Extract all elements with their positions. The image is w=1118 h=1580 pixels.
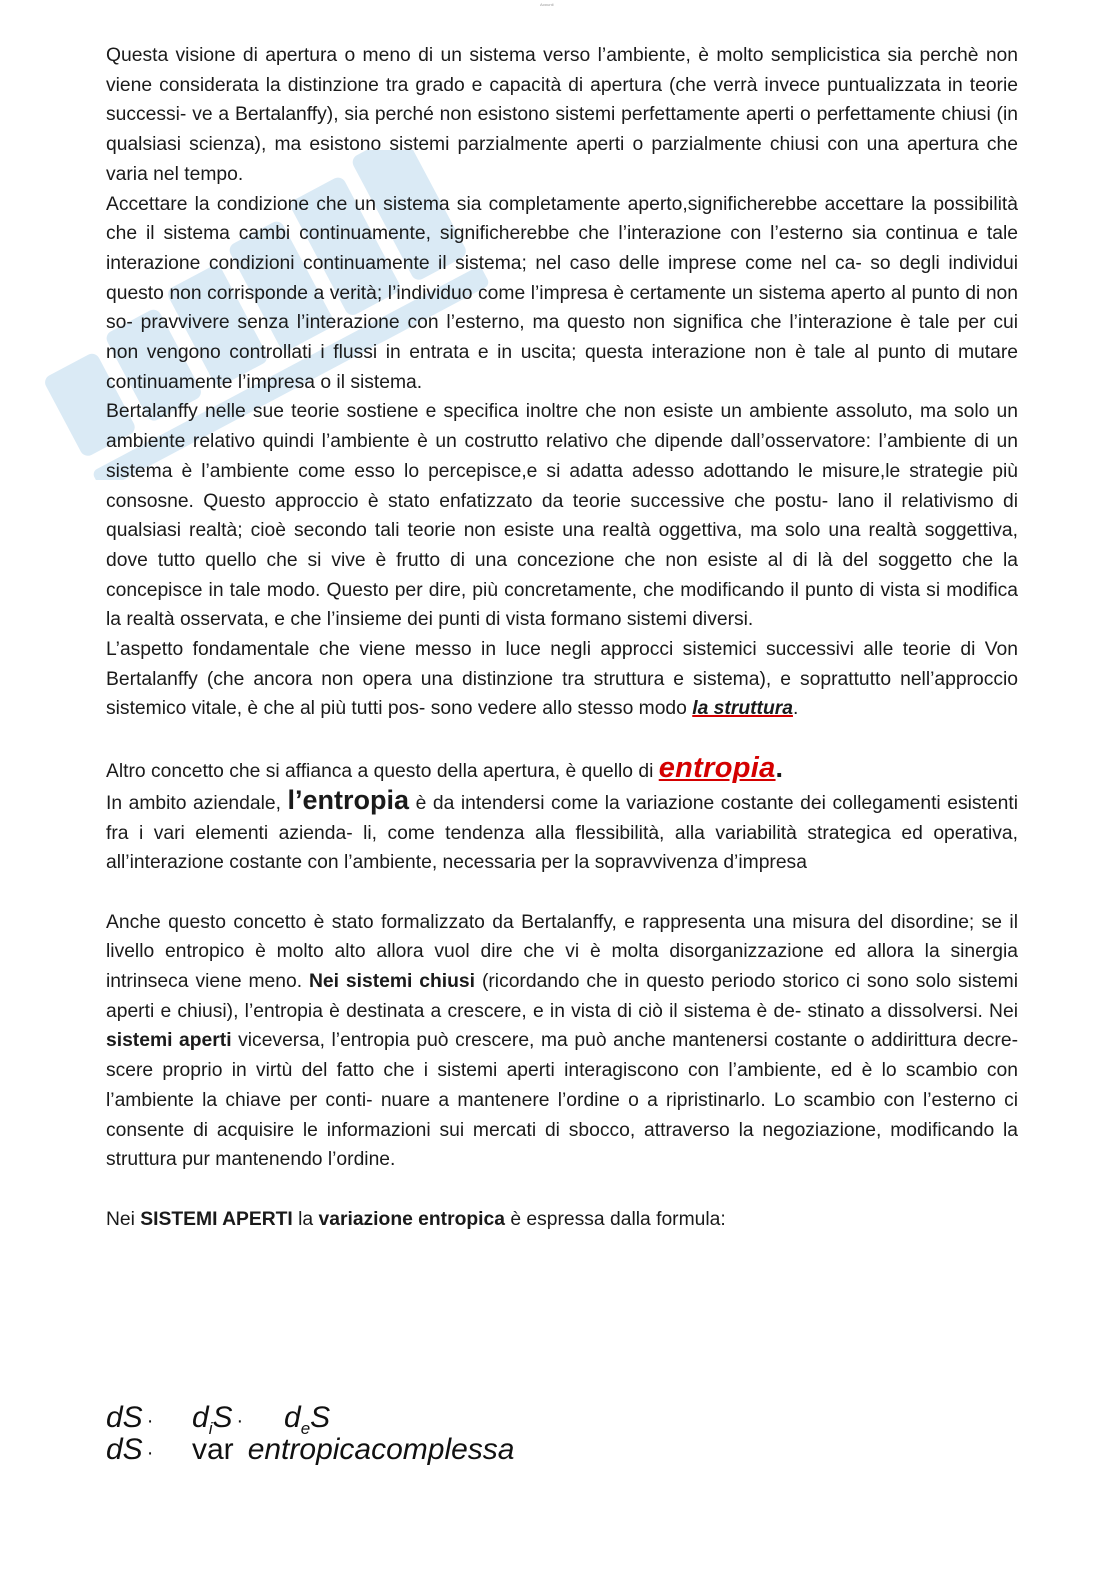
paragraph-7 <box>106 908 1018 1175</box>
formula-line2-lhs: dS <box>106 1433 143 1466</box>
paragraph-4-text: L’aspetto fondamentale che viene messo in luce negli approcci sistemici successivi alle teorie di Von Bertalanffy (che ancora non opera una distinzione tra struttura e sistema), e soprattutto nell’approccio sistemico vitale, è che al più tutti pos- sono vedere allo stesso modo <box>106 639 1018 720</box>
sistemi-aperti-bold: sistemi aperti <box>106 1030 232 1052</box>
variazione-entropica-bold: variazione entropica <box>318 1208 505 1230</box>
formula-line-1 <box>106 1401 515 1438</box>
paragraph-6-start: In ambito aziendale, <box>106 792 288 814</box>
formula-term1-sub: i <box>208 1419 213 1438</box>
formula-line-2 <box>106 1434 515 1466</box>
paragraph-8 <box>106 1205 1018 1235</box>
formula-term2-sub: e <box>300 1419 311 1438</box>
entropia-heading: entropia <box>658 751 776 784</box>
paragraph-6-text: è da intendersi come la variazione costante dei collegamenti esistenti fra i vari elementi azienda- li, come tendenza alla flessibilità, alla variabilità strategica ed operativa, all’interazione costante con l’ambiente, necessaria per la sopravvivenza d’impresa <box>106 792 1019 874</box>
formula-term2-d: d <box>284 1401 301 1434</box>
spacer <box>106 724 1018 754</box>
formula-line1-lhs: dS <box>106 1401 143 1434</box>
paragraph-4-end: . <box>792 698 799 720</box>
paragraph-5-text: Altro concetto che si affianca a questo della apertura, è quello di <box>106 760 659 782</box>
paragraph-3: Bertalanffy nelle sue teorie sostiene e specifica inoltre che non esiste un ambiente assoluto, ma solo un ambiente relativo quindi l’ambiente è un costrutto relativo che dipende dall’osservatore: l’ambiente di un sistema è l’ambiente come esso lo percepisce,e si adatta adesso adottando le misure,le strategie più consosne. Questo approccio è stato enfatizzato da teorie successive che postu- lano il relativismo di qualsiasi realtà; cioè secondo tali teorie non esiste una realtà oggettiva, ma solo una realtà soggettiva, dove tutto quello che si vive è frutto di una concezione che non esiste al di là del soggetto che la concepisce in tale modo. Questo per dire, più concretamente, che modificando il punto di vista si modifica la realtà osservata, e che l’insieme dei punti di vista formano sistemi diversi. <box>106 401 1018 631</box>
formula-operator: · <box>146 1442 154 1464</box>
paragraph-7-a: Anche questo concetto è stato formalizzato da Bertalanffy, e rappresenta una misura del disordine; se il livello entropico è molto alto allora vuol dire che vi è molta disorganizzazione ed allora la sinergia intrinseca viene meno. <box>106 911 1018 993</box>
paragraph-8-d: è espressa dalla formula: <box>504 1208 726 1230</box>
formula-term1-d: d <box>192 1401 209 1434</box>
formula-operator: · <box>236 1410 244 1432</box>
header-mark: Appunti <box>540 2 554 6</box>
paragraph-8-a: Nei <box>106 1208 141 1230</box>
nei-sistemi-chiusi-bold: Nei sistemi chiusi <box>308 971 476 993</box>
document-body <box>106 41 1018 1234</box>
entropy-formula <box>106 1402 515 1466</box>
paragraph-2: Accettare la condizione che un sistema sia completamente aperto,significherebbe accettare la possibilità che il sistema cambi continuamente, significherebbe che l’interazione con l’esterno sia continua e tale interazione condizioni continuamente il sistema; nel caso delle imprese come nel ca- so degli individui questo non corrisponde a verità; l’individuo come l’impresa è certamente un sistema aperto al punto di non so- pravvivere senza l’interazione con l’esterno, ma questo non significa che l’interazione è tale per cui non vengono controllati i flussi in entrata e in uscita; questa interazione non è tale al punto di mutare continuamente l’impresa o il sistema. <box>106 193 1018 393</box>
formula-operator: · <box>146 1410 154 1432</box>
spacer <box>106 878 1018 908</box>
paragraph-7-c: (ricordando che in questo periodo storico ci sono solo sistemi aperti e chiusi), l’entropia è destinata a crescere, e in vista di ciò il sistema è de- stinato a dissolversi. Nei <box>106 971 1018 1022</box>
paragraph-5-end: . <box>775 752 784 783</box>
paragraph-5 <box>106 751 1018 786</box>
paragraph-1: Questa visione di apertura o meno di un sistema verso l’ambiente, è molto semplicistica sia perchè non viene considerata la distinzione tra grado e capacità di apertura (che verrà invece puntualizzata in teorie successi- ve a Bertalanffy), sia perché non esistono sistemi perfettamente aperti o perfettamente chiusi (in qualsiasi scienza), ma esistono sistemi parzialmente aperti o parzialmente chiusi con una apertura che varia nel tempo. <box>106 45 1018 185</box>
struttura-emphasis: la struttura <box>692 698 793 720</box>
paragraph-7-d: viceversa, l’entropia può crescere, ma può anche mantenersi costante o addirittura decre- scere proprio in virtù del fatto che i sistemi aperti interagiscono con l’ambiente, ed è lo scambio con l’ambiente la chiave per conti- nuare a mantenere l’ordine o a ripristinarlo. Lo scambio con l’esterno ci consente di acquisire le informazioni sui mercati di sbocco, attraverso la negoziazione, modificando la struttura pur mantenendo l’ordine. <box>106 1030 1018 1171</box>
formula-term2-s: S <box>310 1401 331 1434</box>
formula-line2-rhs: entropicacomplessa <box>247 1433 515 1466</box>
lentropia-emphasis: l’entropia <box>287 784 410 815</box>
formula-line2-lhs-cell <box>106 1434 192 1469</box>
paragraph-6 <box>106 786 1018 878</box>
paragraph-8-c: la <box>292 1208 319 1230</box>
formula-term1-s: S <box>212 1401 233 1434</box>
formula-var: var <box>192 1433 234 1466</box>
sistemi-aperti-caps: SISTEMI APERTI <box>140 1208 293 1230</box>
paragraph-4 <box>106 635 1018 724</box>
formula-line1-lhs-cell <box>106 1402 192 1437</box>
spacer <box>106 1175 1018 1205</box>
